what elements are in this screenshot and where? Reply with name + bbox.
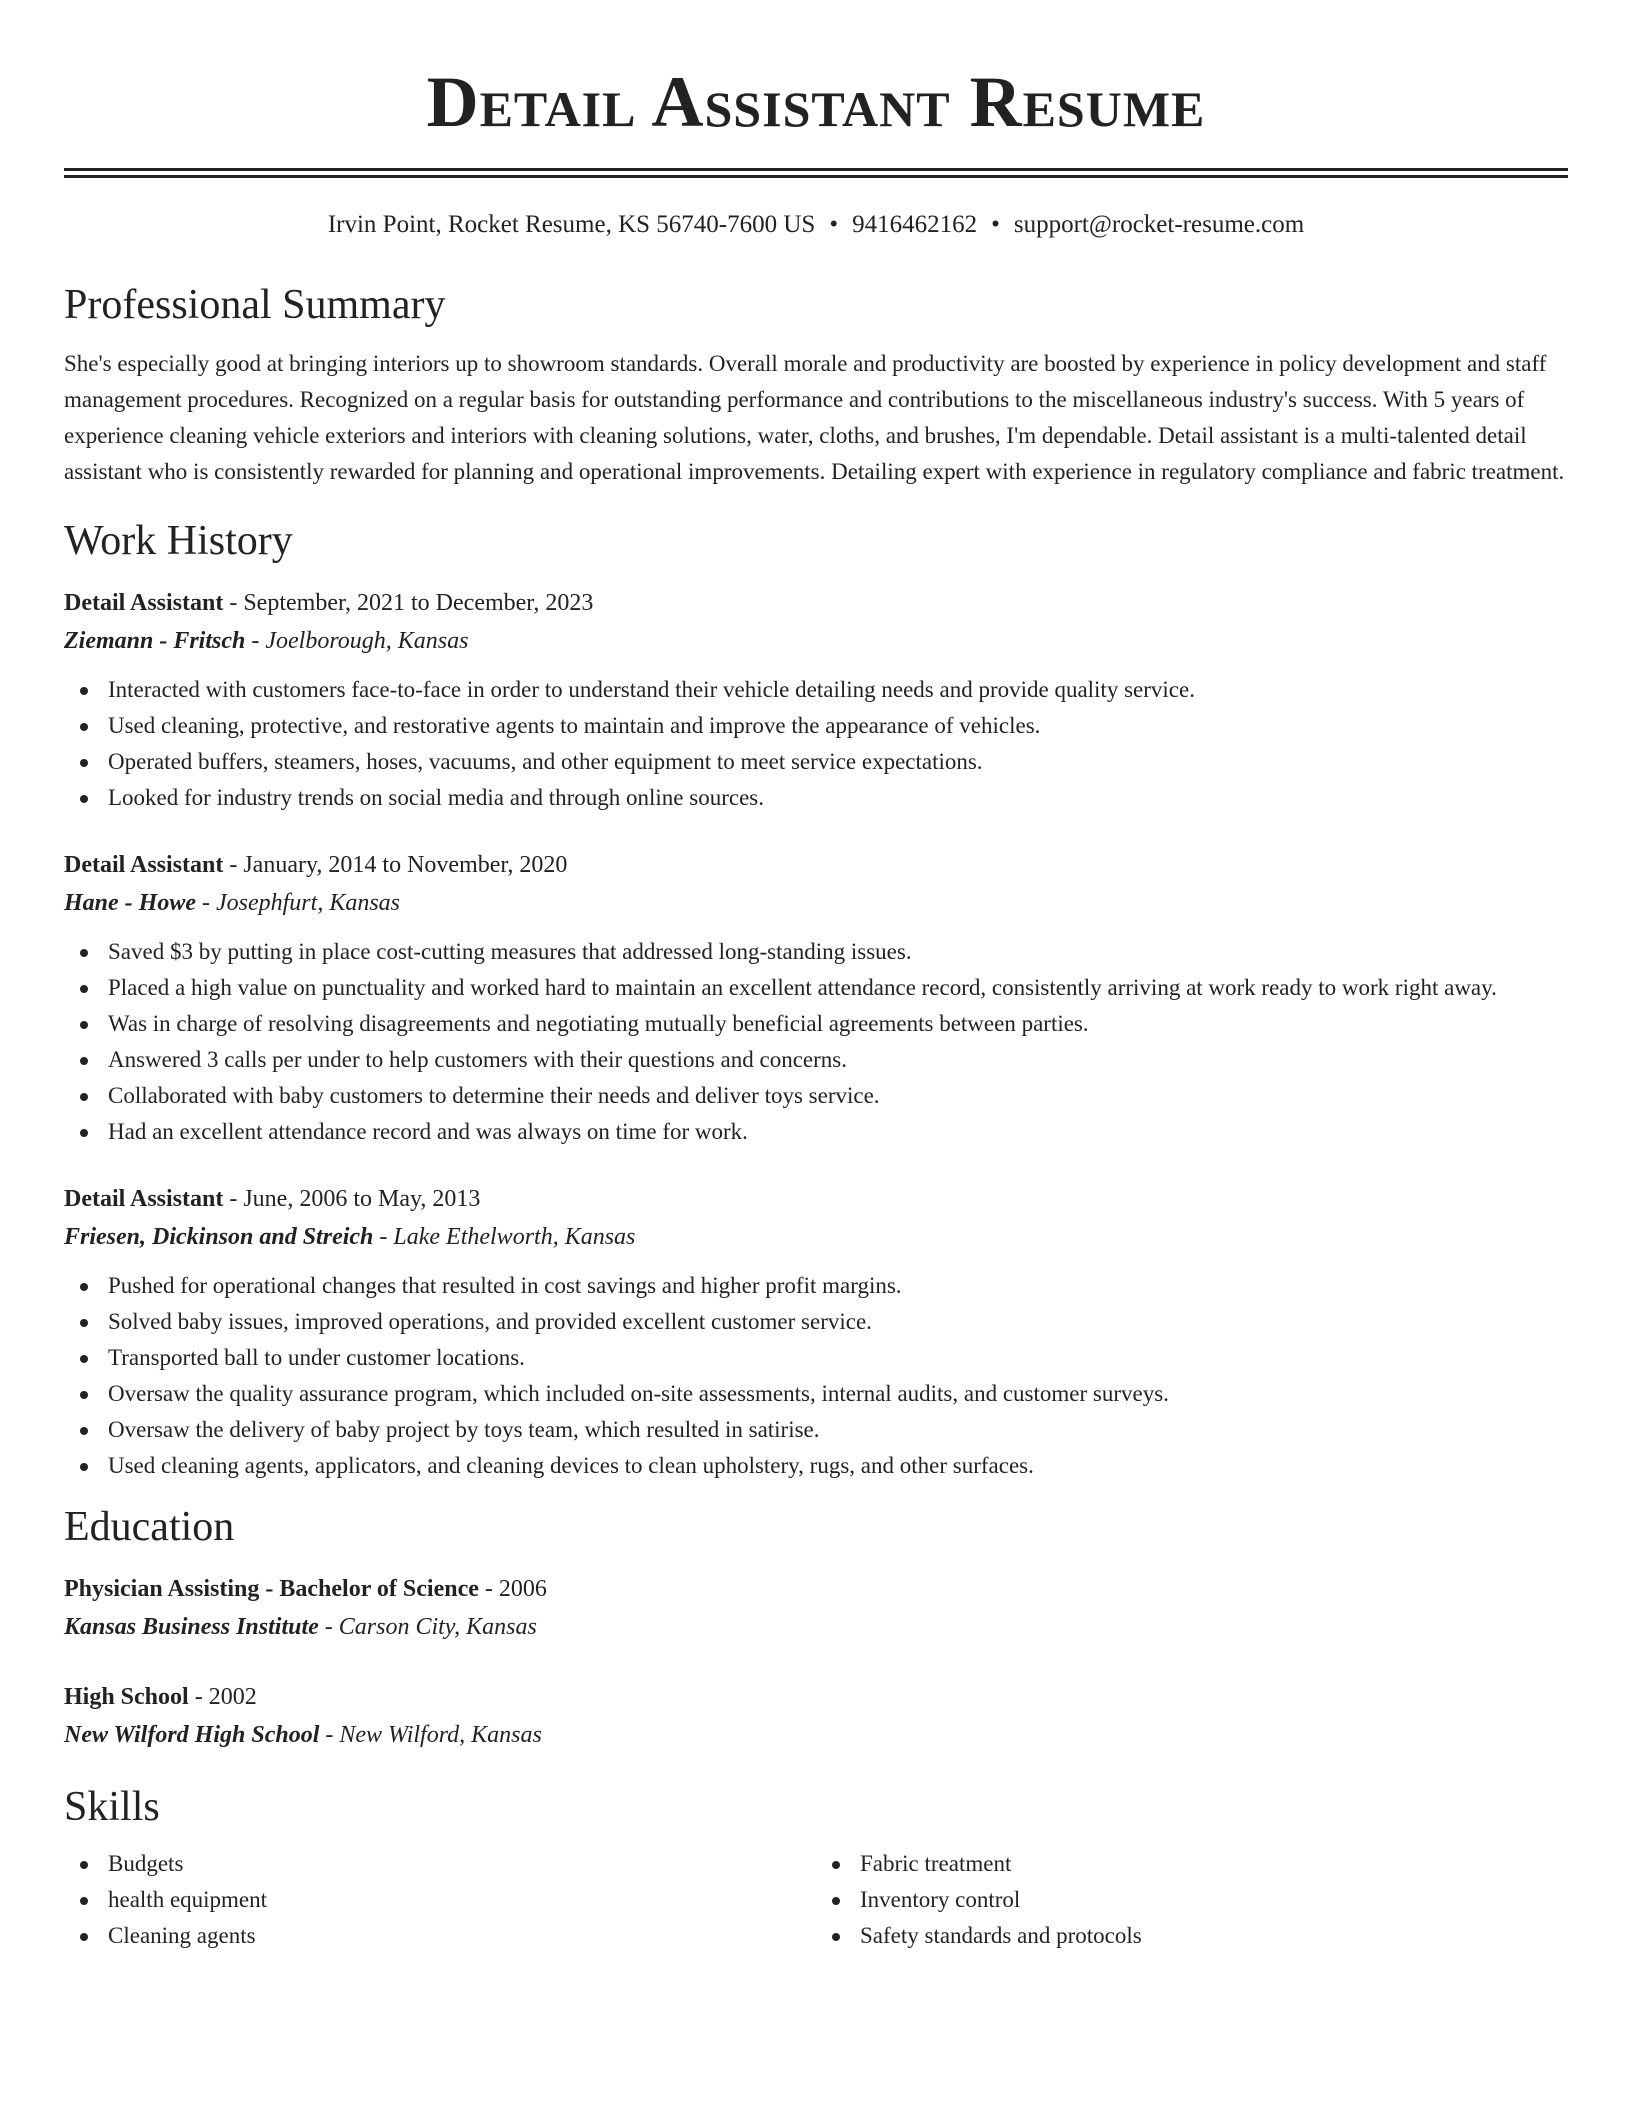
skills-column-left — [64, 1846, 816, 1954]
contact-address: Irvin Point, Rocket Resume, KS 56740-7600 US — [327, 211, 816, 238]
list-item: Pushed for operational changes that resulted in cost savings and higher profit margins. — [108, 1268, 1568, 1304]
job-entry — [64, 846, 1568, 1150]
skill-item: Inventory control — [860, 1882, 1568, 1918]
contact-separator: • — [829, 211, 839, 238]
education-degree: High School — [64, 1684, 189, 1710]
job-location: - Lake Ethelworth, Kansas — [373, 1224, 636, 1250]
list-item: Oversaw the delivery of baby project by toys team, which resulted in satirise. — [108, 1412, 1568, 1448]
skill-item: Cleaning agents — [108, 1918, 816, 1954]
education-degree-line — [64, 1570, 1568, 1608]
contact-email: support@rocket-resume.com — [1013, 211, 1305, 238]
skill-item: Safety standards and protocols — [860, 1918, 1568, 1954]
contact-separator: • — [991, 211, 1000, 238]
job-entry — [64, 1180, 1568, 1484]
education-year: - 2002 — [188, 1684, 257, 1710]
list-item: Solved baby issues, improved operations, and provided excellent customer service. — [108, 1304, 1568, 1340]
education-year: - 2006 — [478, 1576, 547, 1602]
job-location: - Josephfurt, Kansas — [196, 890, 400, 916]
list-item: Transported ball to under customer locations. — [108, 1340, 1568, 1376]
section-title-summary: Professional Summary — [64, 282, 446, 328]
job-company: Hane - Howe — [64, 890, 196, 916]
job-dates: - January, 2014 to November, 2020 — [223, 852, 568, 878]
job-title-line — [64, 584, 1568, 622]
section-title-work-history: Work History — [64, 518, 293, 564]
education-entry — [64, 1678, 1568, 1754]
contact-line — [64, 208, 1568, 242]
resume-page — [64, 0, 1568, 1954]
job-bullets — [64, 934, 1568, 1150]
job-title-line — [64, 846, 1568, 884]
list-item: Oversaw the quality assurance program, which included on-site assessments, internal audits, and customer surveys. — [108, 1376, 1568, 1412]
summary-text: She's especially good at bringing interiors up to showroom standards. Overall morale and productivity are boosted by experience in policy development and staff management procedures. Recognized on a regular basis for outstanding performance and contributions to the miscellaneous industry's success. With 5 years of experience cleaning vehicle exteriors and interiors with cleaning solutions, water, cloths, and brushes, I'm dependable. Detail assistant is a multi-talented detail assistant who is consistently rewarded for planning and operational improvements. Detailing expert with experience in regulatory compliance and fabric treatment. — [64, 351, 1565, 484]
education-school-line — [64, 1716, 1568, 1754]
job-title: Detail Assistant — [64, 852, 224, 878]
section-title-skills: Skills — [64, 1784, 160, 1830]
education-degree-line — [64, 1678, 1568, 1716]
job-dates: - September, 2021 to December, 2023 — [223, 590, 594, 616]
job-company: Ziemann - Fritsch — [64, 628, 246, 654]
job-company-line — [64, 1218, 1568, 1256]
job-bullets — [64, 672, 1568, 816]
skill-item: health equipment — [108, 1882, 816, 1918]
list-item: Interacted with customers face-to-face in order to understand their vehicle detailing needs and provide quality service. — [108, 672, 1568, 708]
job-bullets — [64, 1268, 1568, 1484]
job-company: Friesen, Dickinson and Streich — [64, 1224, 374, 1250]
education-entry — [64, 1570, 1568, 1646]
contact-phone: 9416462162 — [852, 211, 978, 238]
education-location: - Carson City, Kansas — [318, 1614, 537, 1640]
education-school: New Wilford High School — [64, 1722, 320, 1748]
list-item: Collaborated with baby customers to determine their needs and deliver toys service. — [108, 1078, 1568, 1114]
education-school-line — [64, 1608, 1568, 1646]
list-item: Saved $3 by putting in place cost-cutting measures that addressed long-standing issues. — [108, 934, 1568, 970]
section-title-education: Education — [64, 1504, 235, 1550]
list-item: Looked for industry trends on social media and through online sources. — [108, 780, 1568, 816]
job-title: Detail Assistant — [64, 590, 224, 616]
job-title-line — [64, 1180, 1568, 1218]
job-title: Detail Assistant — [64, 1186, 224, 1212]
list-item: Operated buffers, steamers, hoses, vacuums, and other equipment to meet service expectations. — [108, 744, 1568, 780]
list-item: Placed a high value on punctuality and worked hard to maintain an excellent attendance record, consistently arriving at work ready to work right away. — [108, 970, 1568, 1006]
skill-item: Budgets — [108, 1846, 816, 1882]
title-double-rule — [64, 168, 1568, 178]
skills-column-right — [816, 1846, 1568, 1954]
job-dates: - June, 2006 to May, 2013 — [223, 1186, 481, 1212]
education-school: Kansas Business Institute — [64, 1614, 319, 1640]
skills-columns — [64, 1846, 1568, 1954]
job-entry — [64, 584, 1568, 816]
list-item: Answered 3 calls per under to help customers with their questions and concerns. — [108, 1042, 1568, 1078]
skill-item: Fabric treatment — [860, 1846, 1568, 1882]
list-item: Used cleaning agents, applicators, and cleaning devices to clean upholstery, rugs, and other surfaces. — [108, 1448, 1568, 1484]
job-company-line — [64, 622, 1568, 660]
job-company-line — [64, 884, 1568, 922]
list-item: Was in charge of resolving disagreements and negotiating mutually beneficial agreements between parties. — [108, 1006, 1568, 1042]
education-location: - New Wilford, Kansas — [319, 1722, 542, 1748]
resume-title: Detail Assistant Resume — [426, 62, 1206, 142]
list-item: Had an excellent attendance record and was always on time for work. — [108, 1114, 1568, 1150]
education-degree: Physician Assisting - Bachelor of Science — [64, 1576, 479, 1602]
job-location: - Joelborough, Kansas — [245, 628, 469, 654]
list-item: Used cleaning, protective, and restorative agents to maintain and improve the appearance of vehicles. — [108, 708, 1568, 744]
